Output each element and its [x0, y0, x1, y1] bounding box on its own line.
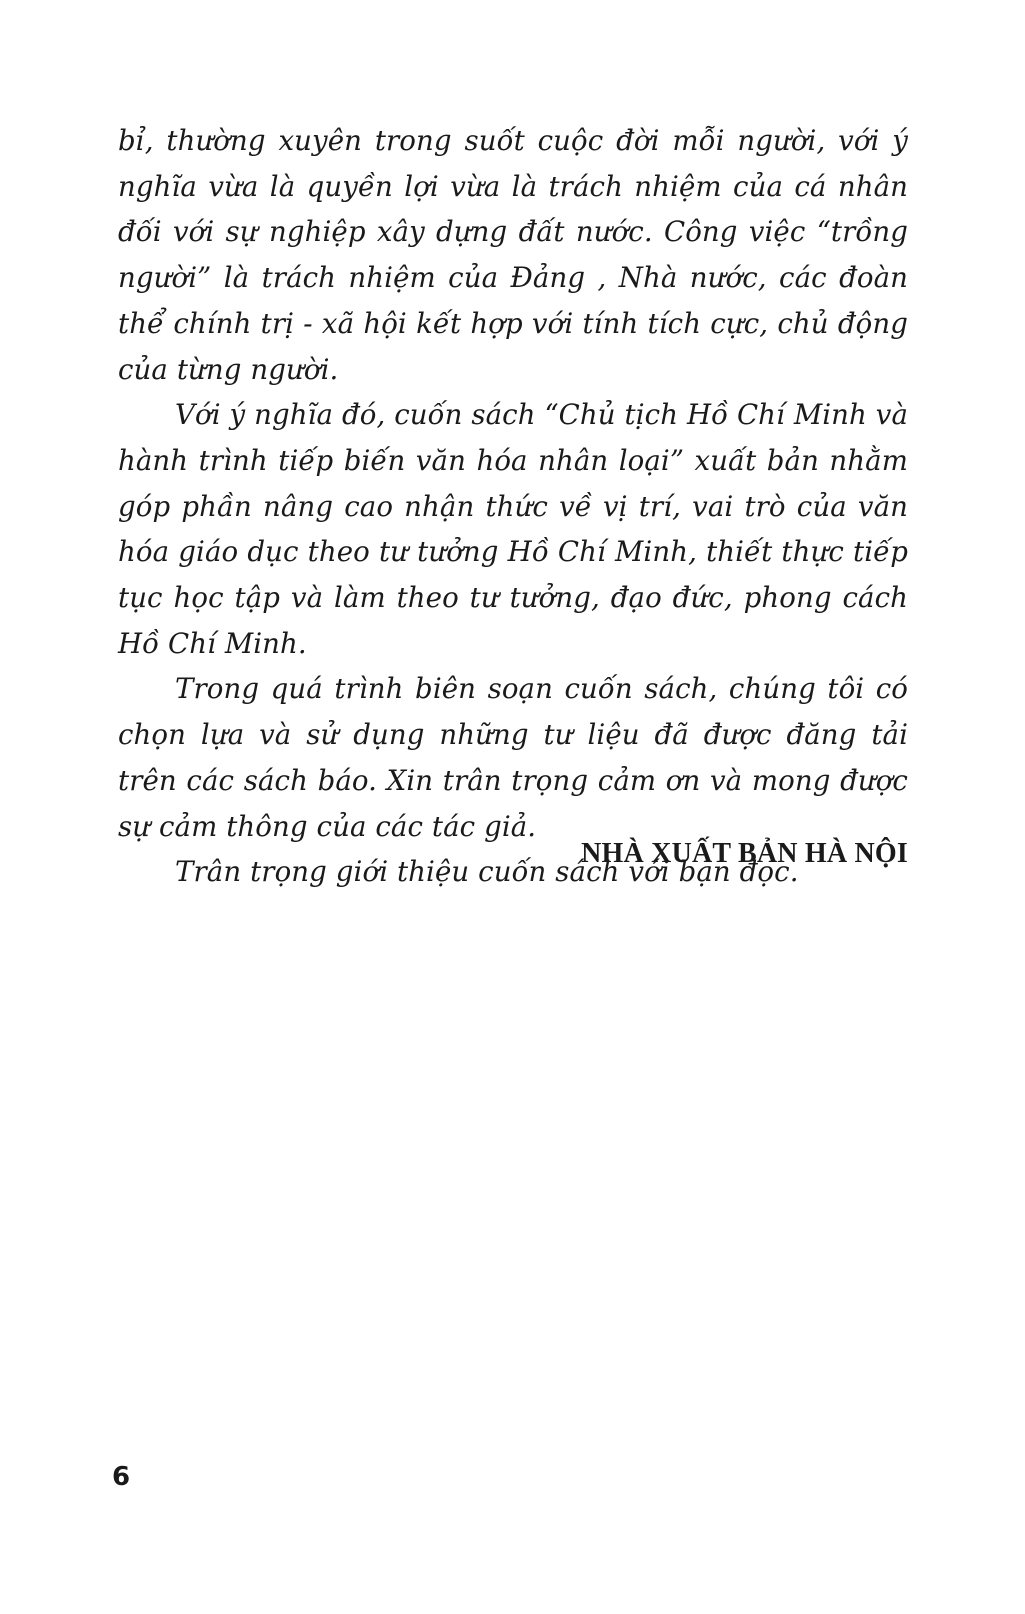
paragraph-introduction: Trân trọng giới thiệu cuốn sách với bạn đọc. [175, 855, 799, 889]
paragraph-book-purpose: Với ý nghĩa đó, cuốn sách “Chủ tịch Hồ Chí Minh và hành trình tiếp biến văn hóa nhân loại” xuất bản nhằm góp phần nâng cao nhận thức về vị trí, vai trò của văn hóa giáo dục theo tư tưởng Hồ Chí Minh, thiết thực tiếp tục học tập và làm theo tư tưởng, đạo đức, phong cách Hồ Chí Minh. [118, 398, 908, 660]
publisher-signature: NHÀ XUẤT BẢN HÀ NỘI [581, 838, 908, 869]
paragraph-acknowledgement: Trong quá trình biên soạn cuốn sách, chúng tôi có chọn lựa và sử dụng những tư liệu đã được đăng tải trên các sách báo. Xin trân trọng cảm ơn và mong được sự cảm thông của các tác giả. [118, 672, 908, 843]
body-text [118, 118, 908, 895]
paragraph-continuation: bỉ, thường xuyên trong suốt cuộc đời mỗi người, với ý nghĩa vừa là quyền lợi vừa là trách nhiệm của cá nhân đối với sự nghiệp xây dựng đất nước. Công việc “trồng người” là trách nhiệm của Đảng , Nhà nước, các đoàn thể chính trị - xã hội kết hợp với tính tích cực, chủ động của từng người. [118, 124, 908, 386]
page-number: 6 [112, 1462, 131, 1492]
